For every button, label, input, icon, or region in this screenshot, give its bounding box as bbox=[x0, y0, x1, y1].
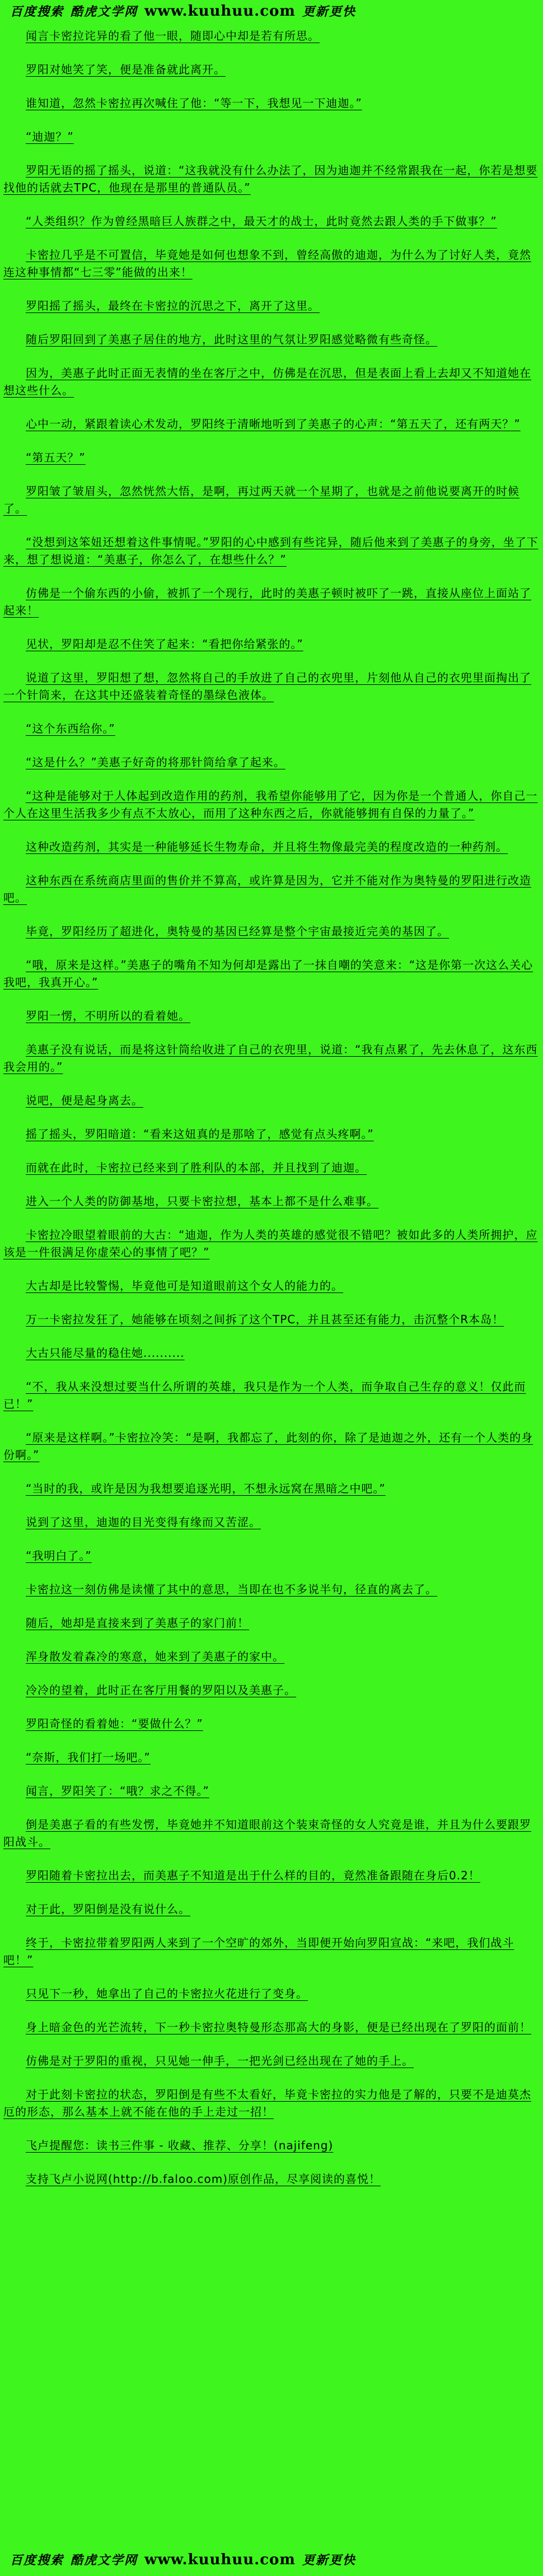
paragraph: 心中一动，紧跟着读心术发动，罗阳终于清晰地听到了美惠子的心声：“第五天了，还有两天？” bbox=[26, 417, 521, 431]
paragraph: 说道了这里，罗阳想了想，忽然将自己的手放进了自己的衣兜里，片刻他从自己的衣兜里面掏出了一个针筒来，在这其中还盛装着奇怪的墨绿色液体。 bbox=[3, 671, 531, 702]
paragraph: 仿佛是一个偷东西的小偷，被抓了一个现行，此时的美惠子顿时被吓了一跳，直接从座位上面站了起来！ bbox=[3, 586, 531, 617]
watermark-url: www.kuuhuu.com bbox=[144, 2551, 296, 2568]
paragraph: 这种东西在系统商店里面的售价并不算高，或许算是因为，它并不能对作为奥特曼的罗阳进行改造吧。 bbox=[3, 874, 531, 904]
paragraph: 大古却是比较警惕，毕竟他可是知道眼前这个女人的能力的。 bbox=[26, 1279, 343, 1292]
paragraph: 随后罗阳回到了美惠子居住的地方，此时这里的气氛让罗阳感觉略微有些奇怪。 bbox=[26, 333, 437, 346]
paragraph: 随后，她却是直接来到了美惠子的家门前！ bbox=[26, 1616, 249, 1630]
watermark-prefix: 百度搜索 bbox=[10, 2553, 64, 2568]
paragraph: 罗阳对她笑了笑，便是准备就此离开。 bbox=[26, 63, 226, 76]
paragraph: “迪迦？” bbox=[26, 130, 74, 143]
paragraph: 身上暗金色的光芒流转，下一秒卡密拉奥特曼形态那高大的身影，便是已经出现在了罗阳的面前！ bbox=[26, 2020, 531, 2034]
paragraph: 见状，罗阳却是忍不住笑了起来：“看把你给紧张的。” bbox=[26, 637, 303, 651]
paragraph: 冷冷的望着，此时正在客厅用餐的罗阳以及美惠子。 bbox=[26, 1683, 296, 1697]
paragraph: “不，我从来没想过要当什么所谓的英雄，我只是作为一个人类，而争取自己生存的意义！仅此而已！” bbox=[3, 1380, 526, 1411]
paragraph: 只见下一秒，她拿出了自己的卡密拉火花进行了变身。 bbox=[26, 1987, 308, 2000]
paragraph: 毕竟，罗阳经历了超进化，奥特曼的基因已经算是整个宇宙最接近完美的基因了。 bbox=[26, 925, 449, 938]
paragraph: 卡密拉几乎是不可置信，毕竟她是如何也想象不到，曾经高傲的迪迦，为什么为了讨好人类，竟然连这种事情都“七三零”能做的出来！ bbox=[3, 248, 531, 279]
paragraph: “这个东西给你。” bbox=[26, 722, 115, 735]
watermark-suffix: 更新更快 bbox=[302, 4, 356, 19]
paragraph: 支持飞卢小说网(http://b.faloo.com)原创作品，尽享阅读的喜悦！ bbox=[26, 2172, 381, 2186]
paragraph: 说到了这里，迪迦的目光变得有缘而又苦涩。 bbox=[26, 1515, 261, 1529]
watermark-url: www.kuuhuu.com bbox=[144, 3, 296, 20]
paragraph: 终于，卡密拉带着罗阳两人来到了一个空旷的郊外，当即便开始向罗阳宣战：“来吧，我们战斗吧！” bbox=[3, 1936, 514, 1967]
paragraph: 进入一个人类的防御基地，只要卡密拉想，基本上都不是什么难事。 bbox=[26, 1194, 378, 1208]
watermark-footer bbox=[0, 2551, 356, 2568]
paragraph: “哦，原来是这样。”美惠子的嘴角不知为何却是露出了一抹自嘲的笑意来：“这是你第一次这么关心我吧，我真开心。” bbox=[3, 958, 533, 989]
paragraph: 万一卡密拉发狂了，她能够在顷刻之间拆了这个TPC，并且甚至还有能力，击沉整个R本岛！ bbox=[26, 1313, 504, 1326]
paragraph: 倒是美惠子看的有些发愣，毕竟她并不知道眼前这个装束奇怪的女人究竟是谁，并且为什么要跟罗阳战斗。 bbox=[3, 1818, 531, 1849]
watermark-prefix: 百度搜索 bbox=[10, 4, 64, 19]
paragraph: 罗阳摇了摇头，最终在卡密拉的沉思之下，离开了这里。 bbox=[26, 299, 320, 312]
paragraph: “这种是能够对于人体起到改造作用的药剂，我希望你能够用了它，因为你是一个普通人，你自己一个人在这里生活我多少有点不太放心，而用了这种东西之后，你就能够拥有自保的力量了。” bbox=[3, 789, 538, 820]
paragraph: 大古只能尽量的稳住她.......... bbox=[26, 1346, 185, 1360]
paragraph: 摇了摇头，罗阳暗道：“看来这妞真的是那啥了，感觉有点头疼啊。” bbox=[26, 1127, 374, 1141]
paragraph: 美惠子没有说话，而是将这针筒给收进了自己的衣兜里，说道：“我有点累了，先去休息了，这东西我会用的。” bbox=[3, 1043, 538, 1074]
paragraph: 仿佛是对于罗阳的重视，只见她一伸手，一把光剑已经出现在了她的手上。 bbox=[26, 2054, 414, 2068]
paragraph: 罗阳一愣，不明所以的看着她。 bbox=[26, 1009, 190, 1023]
paragraph: “我明白了。” bbox=[26, 1549, 92, 1562]
paragraph: 卡密拉冷眼望着眼前的大古：“迪迦，作为人类的英雄的感觉很不错吧？被如此多的人类所拥护，应该是一件很满足你虚荣心的事情了吧？” bbox=[3, 1228, 538, 1259]
paragraph: 罗阳随着卡密拉出去，而美惠子不知道是出于什么样的目的，竟然准备跟随在身后0.2！ bbox=[26, 1869, 480, 1882]
paragraph: 说吧，便是起身离去。 bbox=[26, 1094, 143, 1107]
paragraph: 这种改造药剂，其实是一种能够延长生物寿命，并且将生物像最完美的程度改造的一种药剂。 bbox=[26, 840, 508, 853]
paragraph: 罗阳无语的摇了摇头，说道：“这我就没有什么办法了，因为迪迦并不经常跟我在一起，你若是想要找他的话就去TPC，他现在是那里的普通队员。” bbox=[3, 164, 538, 194]
paragraph: 闻言，罗阳笑了：“哦？求之不得。” bbox=[26, 1784, 209, 1798]
paragraph: 对于此刻卡密拉的状态，罗阳倒是有些不太看好，毕竟卡密拉的实力他是了解的，只要不是迪莫杰厄的形态，那么基本上就不能在他的手上走过一招！ bbox=[3, 2088, 531, 2118]
paragraph: 闻言卡密拉诧异的看了他一眼，随即心中却是若有所思。 bbox=[26, 29, 320, 43]
paragraph: “奈斯，我们打一场吧。” bbox=[26, 1751, 151, 1764]
paragraph: “人类组织？作为曾经黑暗巨人族群之中，最天才的战士，此时竟然去跟人类的手下做事？” bbox=[26, 214, 497, 228]
novel-content bbox=[0, 20, 543, 2188]
watermark-site-name: 酷虎文学网 bbox=[71, 4, 138, 19]
paragraph: 罗阳奇怪的看着她：“要做什么？” bbox=[26, 1717, 203, 1730]
watermark-site-name: 酷虎文学网 bbox=[71, 2553, 138, 2568]
paragraph: “这是什么？”美惠子好奇的将那针筒给拿了起来。 bbox=[26, 755, 285, 769]
paragraph: “原来是这样啊。”卡密拉冷笑：“是啊，我都忘了，此刻的你，除了是迪迦之外，还有一个人类的身份啊。” bbox=[3, 1431, 533, 1462]
paragraph: 因为，美惠子此时正面无表情的坐在客厅之中，仿佛是在沉思，但是表面上看上去却又不知道她在想这些什么。 bbox=[3, 366, 531, 397]
watermark-header bbox=[0, 0, 543, 20]
paragraph: “当时的我，或许是因为我想要追逐光明，不想永远窝在黑暗之中吧。” bbox=[26, 1482, 386, 1495]
paragraph: 浑身散发着森冷的寒意，她来到了美惠子的家中。 bbox=[26, 1650, 284, 1663]
paragraph: 罗阳皱了皱眉头，忽然恍然大悟，是啊，再过两天就一个星期了，也就是之前他说要离开的时候了。 bbox=[3, 484, 519, 515]
paragraph: 谁知道，忽然卡密拉再次喊住了他：“等一下，我想见一下迪迦。” bbox=[26, 96, 362, 110]
paragraph: 飞卢提醒您：读书三件事 - 收藏、推荐、分享！(najifeng) bbox=[26, 2139, 334, 2152]
paragraph: 而就在此时，卡密拉已经来到了胜利队的本部，并且找到了迪迦。 bbox=[26, 1161, 367, 1174]
paragraph: “第五天？” bbox=[26, 451, 86, 464]
watermark-suffix: 更新更快 bbox=[302, 2553, 356, 2568]
paragraph: 卡密拉这一刻仿佛是读懂了其中的意思，当即在也不多说半句，径直的离去了。 bbox=[26, 1583, 437, 1596]
paragraph: “没想到这笨妞还想着这件事情呢。”罗阳的心中感到有些诧异，随后他来到了美惠子的身旁，坐了下来，想了想说道：“美惠子，你怎么了，在想些什么？” bbox=[3, 535, 539, 566]
paragraph: 对于此，罗阳倒是没有说什么。 bbox=[26, 1902, 190, 1916]
